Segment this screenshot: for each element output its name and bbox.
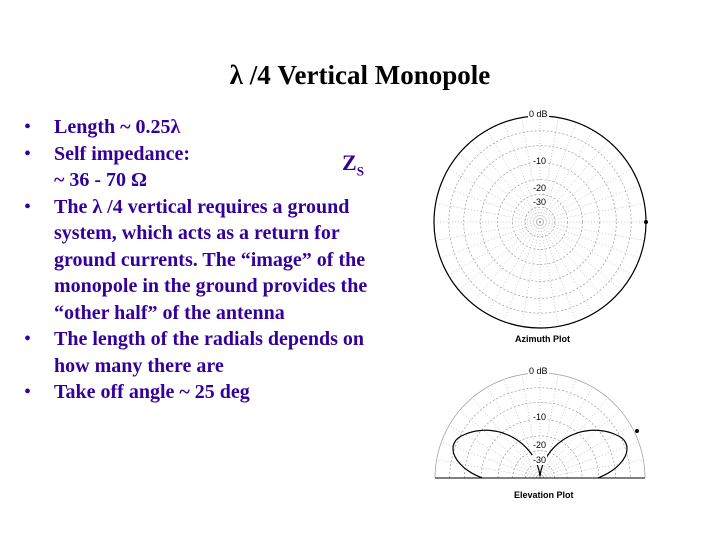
elevation-marker [635,429,639,433]
azimuth-grid-spoke [440,186,540,222]
azimuth-grid-spoke [504,122,540,222]
bullet-text: The length of the radials depends on how many there are [54,328,365,377]
azimuth-grid-spoke [448,169,540,222]
azimuth-grid-spoke [540,222,593,314]
elevation-tick-30: -30 [533,455,547,465]
bullet-dot: • [24,195,32,218]
bullet-dot: • [24,142,32,165]
elevation-grid-spoke [540,460,643,478]
azimuth-grid-spoke [440,222,540,258]
azimuth-grid-spoke [540,222,576,322]
elevation-tick-0: 0 dB [529,366,548,376]
slide-title: λ /4 Vertical Monopole [229,60,491,90]
azimuth-grid-spoke [448,222,540,275]
azimuth-grid-spoke [487,130,540,222]
azimuth-grid-spoke [504,222,540,322]
azimuth-tick-0: 0 dB [529,109,548,119]
elevation-tick-10: -10 [533,412,547,422]
bullet-dot: • [24,116,32,138]
bullet-text: Length ~ 0.25λ [54,116,181,138]
azimuth-tick-20: -20 [533,183,547,193]
azimuth-tick-30: -30 [533,197,547,207]
elevation-grid-spoke [540,426,631,479]
elevation-grid-spoke [437,460,540,478]
elevation-tick-20: -20 [533,440,547,450]
azimuth-grid-spoke [487,222,540,314]
elevation-grid-spoke [449,426,540,479]
azimuth-marker [644,220,648,224]
zs-main: Z [342,150,357,175]
azimuth-grid-spoke [540,186,640,222]
elevation-grid-spoke [540,387,593,478]
azimuth-grid-spoke [540,222,632,275]
elevation-caption: Elevation Plot [514,490,574,500]
azimuth-tick-10: -10 [533,156,547,166]
azimuth-grid-spoke [540,169,632,222]
bullet-text: ~ 36 - 70 Ω [54,169,148,191]
bullet-dot: • [24,381,32,403]
bullet-dot: • [24,328,32,350]
azimuth-grid-spoke [540,222,640,258]
bullet-text: Self impedance: [54,142,191,165]
azimuth-caption: Azimuth Plot [515,334,570,344]
azimuth-grid-spoke [540,130,593,222]
zs-sub: S [356,163,364,179]
azimuth-grid-spoke [540,122,576,222]
bullet-text: The λ /4 vertical requires a ground system, which acts as a return for ground currents. The “image” of the monopole in the ground provides the “other half” of the antenna [54,195,368,324]
bullet-text: Take off angle ~ 25 deg [54,381,250,403]
